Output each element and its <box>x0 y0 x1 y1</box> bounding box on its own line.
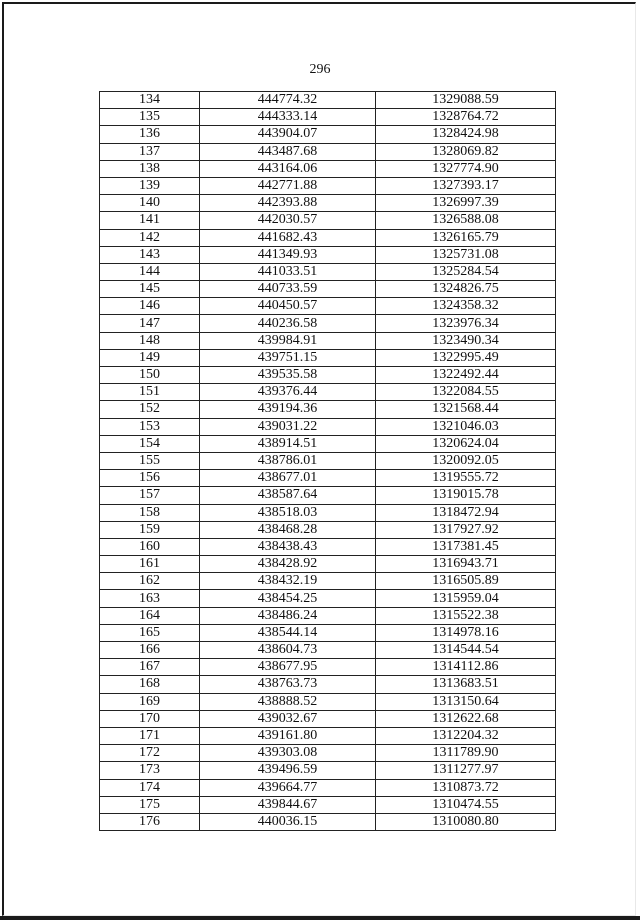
y-coordinate-cell: 1314978.16 <box>376 624 556 641</box>
point-number-cell: 134 <box>100 92 200 109</box>
table-row <box>100 263 556 280</box>
table-row <box>100 556 556 573</box>
x-coordinate-cell: 441033.51 <box>200 263 376 280</box>
x-coordinate-cell: 439161.80 <box>200 727 376 744</box>
x-coordinate-cell: 439664.77 <box>200 779 376 796</box>
x-coordinate-cell: 438587.64 <box>200 487 376 504</box>
y-coordinate-cell: 1328069.82 <box>376 143 556 160</box>
y-coordinate-cell: 1327774.90 <box>376 160 556 177</box>
point-number-cell: 169 <box>100 693 200 710</box>
y-coordinate-cell: 1328424.98 <box>376 126 556 143</box>
point-number-cell: 170 <box>100 710 200 727</box>
x-coordinate-cell: 438432.19 <box>200 573 376 590</box>
table-row <box>100 710 556 727</box>
point-number-cell: 136 <box>100 126 200 143</box>
x-coordinate-cell: 443487.68 <box>200 143 376 160</box>
x-coordinate-cell: 438604.73 <box>200 642 376 659</box>
x-coordinate-cell: 442771.88 <box>200 177 376 194</box>
table-row <box>100 693 556 710</box>
x-coordinate-cell: 438468.28 <box>200 521 376 538</box>
table-row <box>100 762 556 779</box>
table-row <box>100 367 556 384</box>
point-number-cell: 168 <box>100 676 200 693</box>
x-coordinate-cell: 443164.06 <box>200 160 376 177</box>
table-row <box>100 418 556 435</box>
y-coordinate-cell: 1315959.04 <box>376 590 556 607</box>
y-coordinate-cell: 1310474.55 <box>376 796 556 813</box>
point-number-cell: 174 <box>100 779 200 796</box>
table-row <box>100 607 556 624</box>
point-number-cell: 147 <box>100 315 200 332</box>
point-number-cell: 165 <box>100 624 200 641</box>
y-coordinate-cell: 1326588.08 <box>376 212 556 229</box>
table-row <box>100 590 556 607</box>
table-row <box>100 109 556 126</box>
x-coordinate-cell: 439032.67 <box>200 710 376 727</box>
x-coordinate-cell: 438518.03 <box>200 504 376 521</box>
y-coordinate-cell: 1317927.92 <box>376 521 556 538</box>
point-number-cell: 139 <box>100 177 200 194</box>
x-coordinate-cell: 439984.91 <box>200 332 376 349</box>
x-coordinate-cell: 438544.14 <box>200 624 376 641</box>
table-row <box>100 126 556 143</box>
y-coordinate-cell: 1318472.94 <box>376 504 556 521</box>
x-coordinate-cell: 440450.57 <box>200 298 376 315</box>
x-coordinate-cell: 438763.73 <box>200 676 376 693</box>
point-number-cell: 155 <box>100 452 200 469</box>
x-coordinate-cell: 438677.95 <box>200 659 376 676</box>
x-coordinate-cell: 441349.93 <box>200 246 376 263</box>
y-coordinate-cell: 1313683.51 <box>376 676 556 693</box>
point-number-cell: 145 <box>100 281 200 298</box>
y-coordinate-cell: 1312622.68 <box>376 710 556 727</box>
y-coordinate-cell: 1314544.54 <box>376 642 556 659</box>
table-row <box>100 212 556 229</box>
y-coordinate-cell: 1320624.04 <box>376 435 556 452</box>
point-number-cell: 159 <box>100 521 200 538</box>
table-row <box>100 160 556 177</box>
x-coordinate-cell: 441682.43 <box>200 229 376 246</box>
y-coordinate-cell: 1324826.75 <box>376 281 556 298</box>
table-row <box>100 332 556 349</box>
table-row <box>100 676 556 693</box>
x-coordinate-cell: 440036.15 <box>200 813 376 830</box>
point-number-cell: 154 <box>100 435 200 452</box>
table-row <box>100 727 556 744</box>
x-coordinate-cell: 439844.67 <box>200 796 376 813</box>
table-row <box>100 384 556 401</box>
y-coordinate-cell: 1323976.34 <box>376 315 556 332</box>
table-row <box>100 779 556 796</box>
point-number-cell: 137 <box>100 143 200 160</box>
table-row <box>100 143 556 160</box>
y-coordinate-cell: 1326165.79 <box>376 229 556 246</box>
point-number-cell: 141 <box>100 212 200 229</box>
table-row <box>100 487 556 504</box>
table-row <box>100 229 556 246</box>
table-row <box>100 452 556 469</box>
y-coordinate-cell: 1325284.54 <box>376 263 556 280</box>
x-coordinate-cell: 438888.52 <box>200 693 376 710</box>
y-coordinate-cell: 1324358.32 <box>376 298 556 315</box>
table-row <box>100 642 556 659</box>
x-coordinate-cell: 440733.59 <box>200 281 376 298</box>
y-coordinate-cell: 1314112.86 <box>376 659 556 676</box>
y-coordinate-cell: 1321046.03 <box>376 418 556 435</box>
point-number-cell: 162 <box>100 573 200 590</box>
y-coordinate-cell: 1317381.45 <box>376 538 556 555</box>
point-number-cell: 161 <box>100 556 200 573</box>
point-number-cell: 164 <box>100 607 200 624</box>
y-coordinate-cell: 1316505.89 <box>376 573 556 590</box>
y-coordinate-cell: 1328764.72 <box>376 109 556 126</box>
point-number-cell: 176 <box>100 813 200 830</box>
y-coordinate-cell: 1327393.17 <box>376 177 556 194</box>
point-number-cell: 172 <box>100 745 200 762</box>
y-coordinate-cell: 1326997.39 <box>376 195 556 212</box>
point-number-cell: 142 <box>100 229 200 246</box>
x-coordinate-cell: 440236.58 <box>200 315 376 332</box>
y-coordinate-cell: 1322995.49 <box>376 349 556 366</box>
y-coordinate-cell: 1315522.38 <box>376 607 556 624</box>
point-number-cell: 175 <box>100 796 200 813</box>
point-number-cell: 156 <box>100 470 200 487</box>
point-number-cell: 143 <box>100 246 200 263</box>
x-coordinate-cell: 439751.15 <box>200 349 376 366</box>
table-row <box>100 92 556 109</box>
point-number-cell: 135 <box>100 109 200 126</box>
table-row <box>100 745 556 762</box>
point-number-cell: 167 <box>100 659 200 676</box>
y-coordinate-cell: 1319555.72 <box>376 470 556 487</box>
y-coordinate-cell: 1310080.80 <box>376 813 556 830</box>
y-coordinate-cell: 1316943.71 <box>376 556 556 573</box>
bottom-rule <box>0 916 640 920</box>
x-coordinate-cell: 444774.32 <box>200 92 376 109</box>
y-coordinate-cell: 1320092.05 <box>376 452 556 469</box>
table-row <box>100 813 556 830</box>
point-number-cell: 153 <box>100 418 200 435</box>
x-coordinate-cell: 438454.25 <box>200 590 376 607</box>
table-row <box>100 538 556 555</box>
y-coordinate-cell: 1312204.32 <box>376 727 556 744</box>
point-number-cell: 166 <box>100 642 200 659</box>
y-coordinate-cell: 1322084.55 <box>376 384 556 401</box>
table-row <box>100 624 556 641</box>
y-coordinate-cell: 1311277.97 <box>376 762 556 779</box>
x-coordinate-cell: 439496.59 <box>200 762 376 779</box>
table-row <box>100 195 556 212</box>
x-coordinate-cell: 438428.92 <box>200 556 376 573</box>
point-number-cell: 144 <box>100 263 200 280</box>
table-row <box>100 435 556 452</box>
coordinates-table-body <box>100 92 556 831</box>
y-coordinate-cell: 1329088.59 <box>376 92 556 109</box>
x-coordinate-cell: 438914.51 <box>200 435 376 452</box>
y-coordinate-cell: 1321568.44 <box>376 401 556 418</box>
y-coordinate-cell: 1311789.90 <box>376 745 556 762</box>
x-coordinate-cell: 439535.58 <box>200 367 376 384</box>
x-coordinate-cell: 438677.01 <box>200 470 376 487</box>
table-row <box>100 573 556 590</box>
point-number-cell: 140 <box>100 195 200 212</box>
point-number-cell: 157 <box>100 487 200 504</box>
table-row <box>100 281 556 298</box>
point-number-cell: 151 <box>100 384 200 401</box>
x-coordinate-cell: 439376.44 <box>200 384 376 401</box>
table-row <box>100 349 556 366</box>
point-number-cell: 158 <box>100 504 200 521</box>
table-row <box>100 401 556 418</box>
y-coordinate-cell: 1325731.08 <box>376 246 556 263</box>
point-number-cell: 138 <box>100 160 200 177</box>
point-number-cell: 148 <box>100 332 200 349</box>
x-coordinate-cell: 438486.24 <box>200 607 376 624</box>
point-number-cell: 160 <box>100 538 200 555</box>
y-coordinate-cell: 1323490.34 <box>376 332 556 349</box>
point-number-cell: 171 <box>100 727 200 744</box>
x-coordinate-cell: 438438.43 <box>200 538 376 555</box>
table-row <box>100 177 556 194</box>
point-number-cell: 163 <box>100 590 200 607</box>
table-row <box>100 298 556 315</box>
table-row <box>100 521 556 538</box>
point-number-cell: 152 <box>100 401 200 418</box>
table-row <box>100 659 556 676</box>
table-row <box>100 315 556 332</box>
table-row <box>100 796 556 813</box>
x-coordinate-cell: 439194.36 <box>200 401 376 418</box>
table-row <box>100 246 556 263</box>
point-number-cell: 150 <box>100 367 200 384</box>
point-number-cell: 173 <box>100 762 200 779</box>
y-coordinate-cell: 1313150.64 <box>376 693 556 710</box>
table-row <box>100 470 556 487</box>
x-coordinate-cell: 438786.01 <box>200 452 376 469</box>
y-coordinate-cell: 1319015.78 <box>376 487 556 504</box>
x-coordinate-cell: 442030.57 <box>200 212 376 229</box>
y-coordinate-cell: 1310873.72 <box>376 779 556 796</box>
point-number-cell: 146 <box>100 298 200 315</box>
x-coordinate-cell: 439303.08 <box>200 745 376 762</box>
x-coordinate-cell: 439031.22 <box>200 418 376 435</box>
x-coordinate-cell: 444333.14 <box>200 109 376 126</box>
coordinates-table <box>99 91 556 831</box>
point-number-cell: 149 <box>100 349 200 366</box>
y-coordinate-cell: 1322492.44 <box>376 367 556 384</box>
x-coordinate-cell: 442393.88 <box>200 195 376 212</box>
x-coordinate-cell: 443904.07 <box>200 126 376 143</box>
table-row <box>100 504 556 521</box>
page-number: 296 <box>309 62 331 77</box>
